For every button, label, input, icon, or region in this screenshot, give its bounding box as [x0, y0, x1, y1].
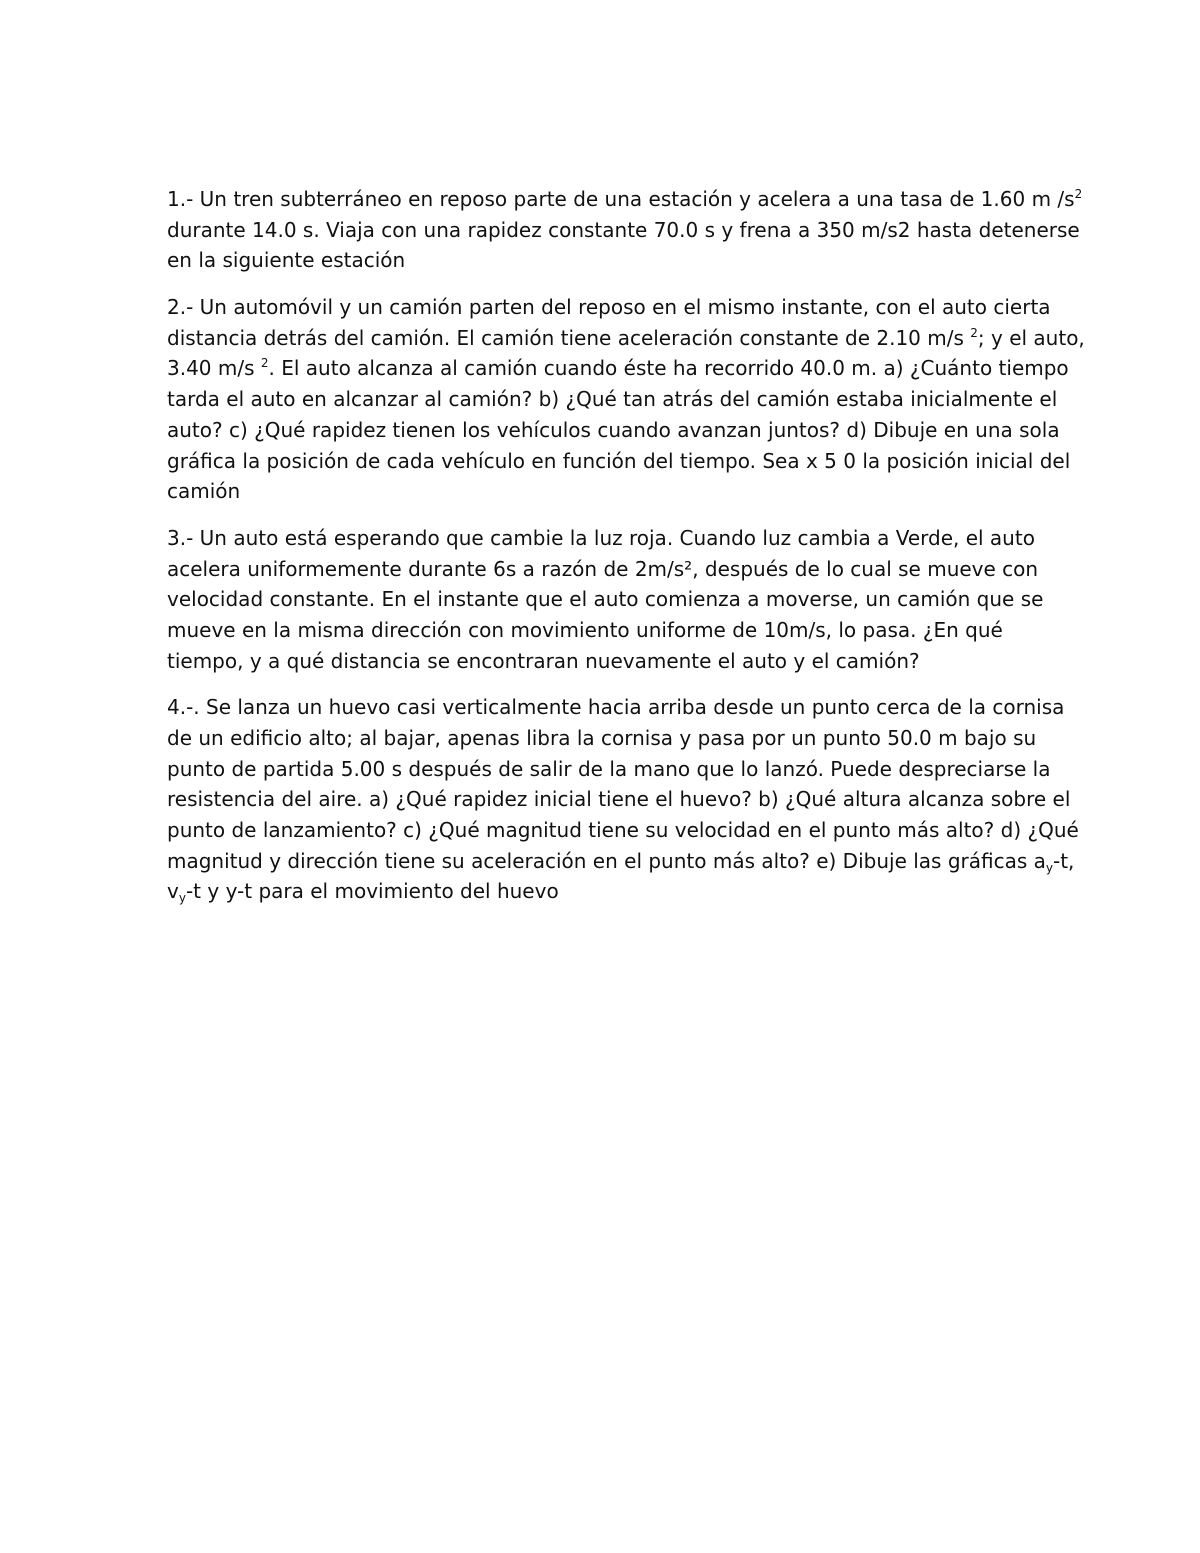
problem-3-line-3: velocidad constante. En el instante que el auto comienza a moverse, un camión que se — [167, 587, 1044, 612]
text-run: 1.- Un tren subterráneo en reposo parte de una estación y acelera a una tasa de 1.60 m /s — [167, 187, 1075, 211]
problem-4-line-6 — [167, 846, 1075, 877]
problem-2-line-3 — [167, 353, 1069, 384]
problem-1 — [167, 184, 1083, 276]
superscript: 2 — [260, 356, 269, 371]
text-run: ; y el auto, — [977, 325, 1085, 350]
problem-2-line-1: 2.- Un automóvil y un camión parten del reposo en el mismo instante, con el auto cierta — [167, 295, 1051, 320]
problem-1-line-1 — [167, 184, 1083, 215]
text-run: 3.40 m/s — [167, 356, 261, 381]
text-run: -t, — [1053, 848, 1075, 873]
superscript: 2 — [970, 325, 978, 340]
problem-2 — [167, 292, 1085, 507]
text-run: -t y y-t para el movimiento del huevo — [185, 879, 559, 904]
problem-4-line-4: resistencia del aire. a) ¿Qué rapidez inicial tiene el huevo? b) ¿Qué altura alcanza sobre el — [167, 787, 1071, 812]
text-run: magnitud y dirección tiene su aceleración en el punto más alto? e) Dibuje las gráficas a — [167, 848, 1046, 873]
subscript: y — [1045, 860, 1053, 875]
problem-2-line-2 — [167, 323, 1085, 354]
problem-4-line-1: 4.-. Se lanza un huevo casi verticalmente hacia arriba desde un punto cerca de la cornisa — [167, 695, 1065, 720]
superscript: 2 — [1074, 187, 1083, 201]
problem-4 — [167, 692, 1079, 907]
problem-4-line-2: de un edificio alto; al bajar, apenas libra la cornisa y pasa por un punto 50.0 m bajo su — [167, 726, 1037, 750]
problem-4-line-7 — [167, 876, 1047, 907]
text-run: v — [167, 879, 179, 904]
text-run: distancia detrás del camión. El camión tiene aceleración constante de 2.10 m/s — [167, 325, 971, 350]
problem-3 — [167, 523, 1047, 676]
problem-3-line-1: 3.- Un auto está esperando que cambie la luz roja. Cuando luz cambia a Verde, el auto — [167, 525, 1035, 550]
problem-2-line-6: gráfica la posición de cada vehículo en función del tiempo. Sea x 5 0 la posición inicial del — [167, 448, 1071, 473]
problem-1-line-3: en la siguiente estación — [167, 248, 406, 273]
problem-4-line-3: punto de partida 5.00 s después de salir de la mano que lo lanzó. Puede despreciarse la — [167, 756, 1051, 781]
problem-2-line-4: tarda el auto en alcanzar al camión? b) ¿Qué tan atrás del camión estaba inicialmente el — [167, 387, 1058, 412]
problem-2-line-7: camión — [167, 479, 241, 504]
problem-3-line-5: tiempo, y a qué distancia se encontraran nuevamente el auto y el camión? — [167, 648, 920, 673]
problem-2-line-5: auto? c) ¿Qué rapidez tienen los vehículos cuando avanzan juntos? d) Dibuje en una sola — [167, 417, 1060, 442]
problem-3-line-4: mueve en la misma dirección con movimiento uniforme de 10m/s, lo pasa. ¿En qué — [167, 617, 1003, 642]
document-body — [167, 184, 1085, 923]
problem-4-line-5: punto de lanzamiento? c) ¿Qué magnitud tiene su velocidad en el punto más alto? d) ¿Qué — [167, 818, 1079, 843]
problem-1-line-2: durante 14.0 s. Viaja con una rapidez constante 70.0 s y frena a 350 m/s2 hasta detenerse — [167, 217, 1080, 242]
text-run: . El auto alcanza al camión cuando éste ha recorrido 40.0 m. a) ¿Cuánto tiempo — [268, 356, 1069, 381]
problem-3-line-2: acelera uniformemente durante 6s a razón de 2m/s², después de lo cual se mueve con — [167, 556, 1039, 581]
subscript: y — [178, 891, 186, 906]
